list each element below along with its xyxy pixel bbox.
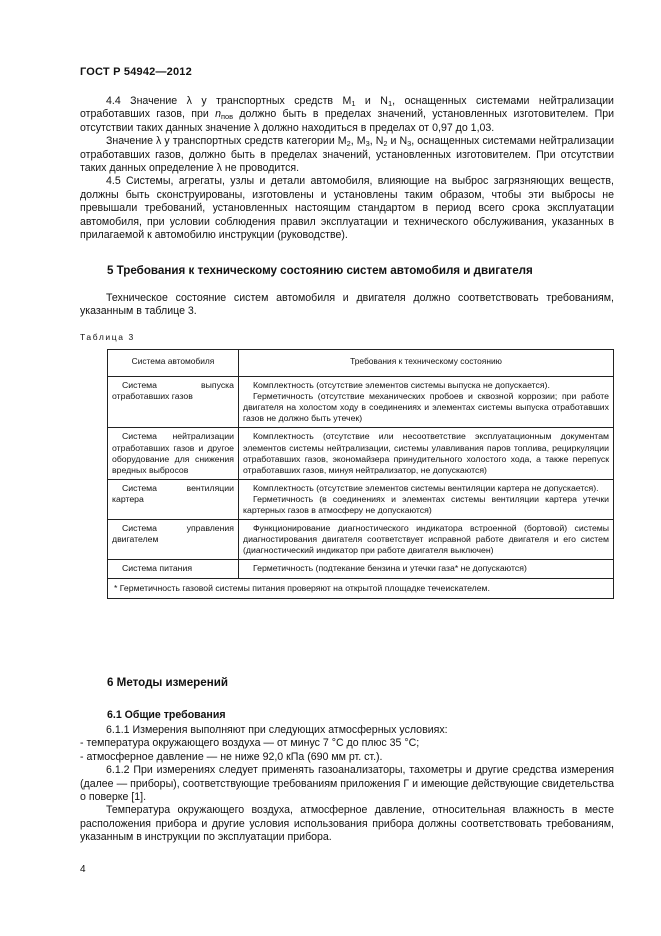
section-5-paragraph: Техническое состояние систем автомобиля и двигателя должно соответствовать требованиям, указанным в таблице 3. xyxy=(80,292,614,318)
section-5-title: 5 Требования к техническому состоянию систем автомобиля и двигателя xyxy=(107,264,533,277)
table-footnote-row xyxy=(108,578,614,598)
page-number: 4 xyxy=(80,864,86,875)
system-cell: Система управления двигателем xyxy=(108,520,239,560)
system-cell: Система вентиляции картера xyxy=(108,479,239,519)
document-header: ГОСТ Р 54942—2012 xyxy=(80,66,192,78)
section-5-body xyxy=(80,292,614,319)
section-6-body xyxy=(80,724,614,845)
paragraph-4-5: 4.5 Системы, агрегаты, узлы и детали автомобиля, влияющие на выброс загрязняющих веществ, должны быть сконструированы, изготовлены и установлены таким образом, чтобы эти выбросы не превышали требований, установленных настоящим стандартом в период всего срока эксплуатации автомобиля, при условии соблюдения правил эксплуатации и технического обслуживания, указанных в прилагаемой к автомобилю инструкции (руководстве). xyxy=(80,175,614,242)
requirement-cell: Комплектность (отсутствие или несоответствие эксплуатационным документам элементов системы нейтрализации, системы улавливания паров топлива, рециркуляции отработавших газов, экономайзера принудительного холостого хода, а также перепуск отработавших газов, минуя нейтрализатор, не допускаются) xyxy=(239,428,614,479)
table-footnote: * Герметичность газовой системы питания проверяют на открытой площадке течеискателем. xyxy=(108,578,614,598)
table-row xyxy=(108,560,614,578)
paragraph-4-4-a: 4.4 Значение λ у транспортных средств $M_1$ и $N_1$, оснащенных системами нейтрализации отработавших газов, при $n_{пов}$ должно быть в пределах значений, установленных изготовителем. При отсутствии таких данных значение λ должно находиться в пределах от 0,97 до 1,03. xyxy=(80,95,614,134)
system-cell: Система нейтрализации отработавших газов и другое оборудование для снижения вредных выбросов xyxy=(108,428,239,479)
section-6-title: 6 Методы измерений xyxy=(107,676,228,689)
requirement-cell: Комплектность (отсутствие элементов системы вентиляции картера не допускается). Герметичность (в соединениях и элементах системы вентиляции картера утечки картерных газов в атмосферу не допускаются) xyxy=(239,479,614,519)
requirements-table xyxy=(107,349,614,599)
table-row xyxy=(108,520,614,560)
table-row xyxy=(108,377,614,428)
list-item: - температура окружающего воздуха — от минус 7 °С до плюс 35 °С; xyxy=(80,737,420,750)
table-caption: Таблица 3 xyxy=(80,332,135,342)
column-header-requirements: Требования к техническому состоянию xyxy=(239,350,614,377)
column-header-system: Система автомобиля xyxy=(108,350,239,377)
table-row xyxy=(108,479,614,519)
table-row xyxy=(108,428,614,479)
requirement-cell: Функционирование диагностического индикатора встроенной (бортовой) системы диагностирования двигателя соответствует исправной работе двигателя и его систем (диагностический индикатор при работе двигателя выключен) xyxy=(239,520,614,560)
list-item: - атмосферное давление — не ниже 92,0 кПа (690 мм рт. ст.). xyxy=(80,750,383,763)
paragraph-6-1-2-cont: Температура окружающего воздуха, атмосферное давление, относительная влажность в месте расположения прибора и другие условия использования прибора должны соответствовать требованиям, указанным в инструкции по эксплуатации прибора. xyxy=(80,804,614,844)
system-cell: Система выпуска отработавших газов xyxy=(108,377,239,428)
paragraph-6-1-1: 6.1.1 Измерения выполняют при следующих атмосферных условиях: xyxy=(106,724,448,736)
paragraph-6-1-2: 6.1.2 При измерениях следует применять газоанализаторы, тахометры и другие средства измерения (далее — приборы), соответствующие требованиям приложения Г и имеющие действующие свидетельства о поверке [1]. xyxy=(80,764,614,804)
table-header-row xyxy=(108,350,614,377)
system-cell: Система питания xyxy=(108,560,239,578)
clause-4-4 xyxy=(80,95,614,242)
subsection-6-1-title: 6.1 Общие требования xyxy=(107,709,226,721)
requirement-cell: Герметичность (подтекание бензина и утечки газа* не допускаются) xyxy=(239,560,614,578)
requirement-cell: Комплектность (отсутствие элементов системы выпуска не допускается). Герметичность (отсутствие механических пробоев и сквозной коррозии; при работе двигателя на холостом ходу в соединениях и элементах системы выпуска отработавших газов не должно быть утечек) xyxy=(239,377,614,428)
paragraph-4-4-b: Значение λ у транспортных средств категории $M_2$, $M_3$, $N_2$ и $N_3$, оснащенных системами нейтрализации отработавших газов, должно быть в пределах значений, установленных изготовителем. При отсутствии таких данных определение λ не проводится. xyxy=(80,135,614,175)
